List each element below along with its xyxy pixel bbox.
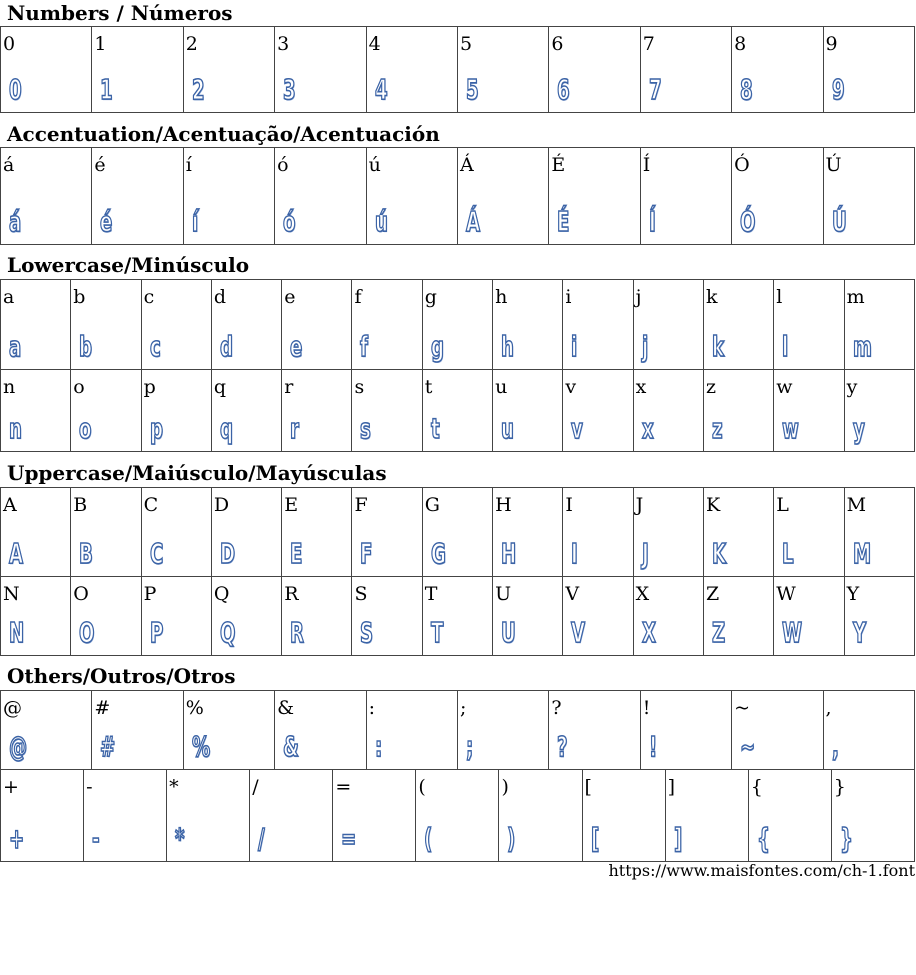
glyph-sample: x xyxy=(641,412,654,445)
glyph-sample: 2 xyxy=(191,73,205,106)
numbers-table xyxy=(0,26,915,113)
character-label: D xyxy=(213,494,230,516)
glyph-sample: Á xyxy=(465,205,480,238)
glyph-sample: í xyxy=(191,205,199,238)
glyph-cell xyxy=(211,370,281,452)
glyph-cell xyxy=(422,370,492,452)
glyph-sample: 0 xyxy=(9,73,22,106)
glyph-cell xyxy=(416,770,499,862)
glyph-cell xyxy=(823,27,914,113)
glyph-cell xyxy=(732,148,823,245)
character-label: a xyxy=(3,286,15,308)
character-label: & xyxy=(277,697,295,719)
character-label: ! xyxy=(642,697,651,719)
glyph-sample: : xyxy=(374,730,382,763)
glyph-cell xyxy=(844,280,914,370)
character-label: * xyxy=(169,776,179,798)
character-label: + xyxy=(3,776,19,798)
glyph-cell xyxy=(141,577,211,656)
glyph-cell xyxy=(732,691,823,770)
glyph-sample: j xyxy=(641,330,648,363)
character-label: 1 xyxy=(94,33,107,55)
character-label: ? xyxy=(551,697,562,719)
glyph-cell xyxy=(582,770,665,862)
glyph-cell xyxy=(493,488,563,577)
glyph-cell xyxy=(366,148,457,245)
glyph-sample: - xyxy=(92,822,100,855)
character-label: ~ xyxy=(734,697,751,719)
glyph-sample: * xyxy=(175,822,185,855)
character-label: H xyxy=(495,494,512,516)
glyph-cell xyxy=(563,577,633,656)
uppercase-table xyxy=(0,487,915,656)
glyph-sample: J xyxy=(641,537,649,570)
character-label: J xyxy=(635,494,644,516)
glyph-cell xyxy=(92,148,183,245)
glyph-sample: c xyxy=(149,330,161,363)
character-label: T xyxy=(424,583,438,605)
glyph-cell xyxy=(549,148,640,245)
character-label: = xyxy=(335,776,352,798)
character-label: A xyxy=(3,494,17,516)
section-title-others: Others/Outros/Otros xyxy=(7,664,236,688)
glyph-sample: z xyxy=(711,412,723,445)
character-label: l xyxy=(776,286,783,308)
glyph-cell xyxy=(457,691,548,770)
glyph-sample: Í xyxy=(648,205,656,238)
glyph-cell xyxy=(563,280,633,370)
character-label: É xyxy=(551,154,566,176)
character-label: @ xyxy=(3,697,22,719)
glyph-cell xyxy=(1,770,84,862)
glyph-cell xyxy=(748,770,831,862)
glyph-sample: 7 xyxy=(648,73,662,106)
character-label: b xyxy=(73,286,86,308)
glyph-sample: Y xyxy=(852,616,866,649)
glyph-sample: & xyxy=(283,730,300,763)
glyph-sample: W xyxy=(782,616,803,649)
others-table-2 xyxy=(0,769,915,862)
glyph-sample: ( xyxy=(424,822,433,855)
glyph-sample: Ó xyxy=(740,205,756,238)
character-label: n xyxy=(3,376,16,398)
character-label: Ó xyxy=(734,154,750,176)
character-label: o xyxy=(73,376,85,398)
character-label: q xyxy=(213,376,227,398)
glyph-sample: A xyxy=(9,537,24,570)
glyph-cell xyxy=(282,370,352,452)
glyph-cell xyxy=(703,370,773,452)
character-label: í xyxy=(185,154,192,176)
glyph-cell xyxy=(831,770,914,862)
lowercase-table xyxy=(0,279,915,452)
glyph-sample: E xyxy=(290,537,303,570)
glyph-cell xyxy=(549,27,640,113)
character-label: U xyxy=(495,583,512,605)
glyph-sample: { xyxy=(756,822,770,855)
glyph-sample: S xyxy=(360,616,374,649)
character-label: Q xyxy=(213,583,230,605)
glyph-cell xyxy=(282,280,352,370)
glyph-cell xyxy=(71,577,141,656)
glyph-sample: ) xyxy=(507,822,516,855)
glyph-cell xyxy=(366,691,457,770)
glyph-cell xyxy=(703,577,773,656)
glyph-sample: l xyxy=(782,330,789,363)
glyph-cell xyxy=(211,280,281,370)
glyph-cell xyxy=(211,577,281,656)
glyph-cell xyxy=(844,488,914,577)
character-label: ó xyxy=(277,154,289,176)
glyph-cell xyxy=(275,148,366,245)
glyph-sample: p xyxy=(149,412,163,445)
glyph-cell xyxy=(823,148,914,245)
glyph-sample: v xyxy=(571,412,584,445)
glyph-cell xyxy=(183,27,274,113)
glyph-sample: t xyxy=(430,412,440,445)
glyph-sample: e xyxy=(290,330,303,363)
glyph-cell xyxy=(774,280,844,370)
glyph-sample: O xyxy=(79,616,95,649)
character-label: h xyxy=(495,286,508,308)
glyph-sample: a xyxy=(9,330,22,363)
glyph-sample: s xyxy=(360,412,372,445)
glyph-cell xyxy=(633,488,703,577)
glyph-cell xyxy=(633,577,703,656)
character-label: F xyxy=(354,494,368,516)
glyph-sample: B xyxy=(79,537,94,570)
character-label: S xyxy=(354,583,368,605)
glyph-cell xyxy=(282,488,352,577)
character-label: ) xyxy=(501,776,509,798)
glyph-cell xyxy=(1,488,71,577)
character-label: V xyxy=(565,583,580,605)
character-label: g xyxy=(424,286,437,308)
character-label: % xyxy=(185,697,204,719)
glyph-sample: K xyxy=(711,537,727,570)
glyph-cell xyxy=(703,488,773,577)
character-label: c xyxy=(143,286,155,308)
glyph-sample: r xyxy=(290,412,300,445)
glyph-cell xyxy=(457,148,548,245)
character-label: m xyxy=(846,286,865,308)
glyph-cell xyxy=(71,280,141,370)
glyph-sample: y xyxy=(852,412,865,445)
glyph-sample: 1 xyxy=(100,73,114,106)
glyph-cell xyxy=(703,280,773,370)
glyph-cell xyxy=(250,770,333,862)
glyph-cell xyxy=(549,691,640,770)
glyph-sample: @ xyxy=(9,730,28,763)
glyph-sample: d xyxy=(219,330,233,363)
character-label: s xyxy=(354,376,365,398)
character-label: u xyxy=(495,376,508,398)
glyph-sample: 5 xyxy=(465,73,479,106)
glyph-cell xyxy=(1,27,92,113)
character-label: 7 xyxy=(642,33,655,55)
glyph-sample: ! xyxy=(648,730,658,763)
glyph-sample: 6 xyxy=(557,73,570,106)
glyph-sample: H xyxy=(501,537,517,570)
glyph-sample: C xyxy=(149,537,163,570)
glyph-cell xyxy=(141,488,211,577)
glyph-sample: Q xyxy=(219,616,236,649)
glyph-sample: + xyxy=(9,822,25,855)
glyph-cell xyxy=(774,488,844,577)
character-label: t xyxy=(424,376,433,398)
character-label: [ xyxy=(584,776,592,798)
glyph-sample: / xyxy=(258,822,265,855)
glyph-cell xyxy=(1,691,92,770)
character-label: 9 xyxy=(825,33,838,55)
source-url: https://www.maisfontes.com/ch-1.font xyxy=(608,861,915,880)
glyph-cell xyxy=(141,280,211,370)
character-label: k xyxy=(705,286,718,308)
character-label: 0 xyxy=(3,33,16,55)
glyph-cell xyxy=(183,148,274,245)
glyph-cell xyxy=(352,577,422,656)
section-title-lowercase: Lowercase/Minúsculo xyxy=(7,253,250,277)
glyph-sample: h xyxy=(501,330,514,363)
glyph-cell xyxy=(493,577,563,656)
glyph-sample: I xyxy=(571,537,579,570)
section-title-accents: Accentuation/Acentuação/Acentuación xyxy=(7,122,440,146)
glyph-sample: U xyxy=(501,616,516,649)
glyph-sample: , xyxy=(831,730,839,763)
glyph-sample: m xyxy=(852,330,872,363)
character-label: : xyxy=(368,697,375,719)
glyph-sample: P xyxy=(149,616,163,649)
glyph-sample: ó xyxy=(283,205,296,238)
glyph-cell xyxy=(563,488,633,577)
glyph-sample: G xyxy=(430,537,446,570)
glyph-cell xyxy=(167,770,250,862)
glyph-sample: R xyxy=(290,616,305,649)
glyph-cell xyxy=(499,770,582,862)
character-label: / xyxy=(252,776,259,798)
glyph-cell xyxy=(844,577,914,656)
character-label: v xyxy=(565,376,577,398)
glyph-sample: i xyxy=(571,330,578,363)
glyph-sample: } xyxy=(839,822,853,855)
glyph-cell xyxy=(275,27,366,113)
character-label: Á xyxy=(459,154,474,176)
glyph-cell xyxy=(633,370,703,452)
glyph-cell xyxy=(333,770,416,862)
glyph-cell xyxy=(84,770,167,862)
character-label: 6 xyxy=(551,33,564,55)
character-label: ú xyxy=(368,154,381,176)
character-label: ] xyxy=(667,776,676,798)
glyph-sample: 8 xyxy=(740,73,753,106)
character-label: w xyxy=(776,376,793,398)
character-label: R xyxy=(284,583,299,605)
glyph-sample: ; xyxy=(465,730,474,763)
glyph-sample: f xyxy=(360,330,369,363)
character-label: r xyxy=(284,376,294,398)
glyph-cell xyxy=(665,770,748,862)
glyph-cell xyxy=(92,691,183,770)
glyph-sample: T xyxy=(430,616,444,649)
character-label: Ú xyxy=(825,154,842,176)
glyph-sample: g xyxy=(430,330,444,363)
glyph-cell xyxy=(457,27,548,113)
character-label: y xyxy=(846,376,858,398)
glyph-sample: 4 xyxy=(374,73,388,106)
character-label: Í xyxy=(642,154,651,176)
glyph-cell xyxy=(640,148,731,245)
character-label: i xyxy=(565,286,572,308)
glyph-sample: X xyxy=(641,616,656,649)
glyph-cell xyxy=(71,488,141,577)
glyph-cell xyxy=(493,370,563,452)
accents-table xyxy=(0,147,915,245)
glyph-cell xyxy=(422,488,492,577)
character-label: X xyxy=(635,583,650,605)
character-label: K xyxy=(705,494,721,516)
character-label: O xyxy=(73,583,89,605)
character-label: ; xyxy=(459,697,467,719)
section-title-numbers: Numbers / Números xyxy=(7,1,233,25)
glyph-cell xyxy=(1,577,71,656)
glyph-cell xyxy=(422,577,492,656)
character-label: d xyxy=(213,286,227,308)
glyph-sample: = xyxy=(341,822,357,855)
character-label: # xyxy=(94,697,111,719)
character-label: W xyxy=(776,583,796,605)
character-label: z xyxy=(705,376,716,398)
glyph-cell xyxy=(493,280,563,370)
glyph-sample: Z xyxy=(711,616,726,649)
character-label: ( xyxy=(418,776,426,798)
character-label: } xyxy=(833,776,846,798)
character-label: L xyxy=(776,494,789,516)
glyph-cell xyxy=(211,488,281,577)
character-label: - xyxy=(86,776,93,798)
glyph-sample: n xyxy=(9,412,22,445)
glyph-sample: Ú xyxy=(831,205,847,238)
glyph-cell xyxy=(823,691,914,770)
glyph-cell xyxy=(774,577,844,656)
glyph-cell xyxy=(275,691,366,770)
glyph-sample: é xyxy=(100,205,113,238)
character-label: Z xyxy=(705,583,720,605)
glyph-cell xyxy=(774,370,844,452)
character-label: E xyxy=(284,494,299,516)
glyph-sample: á xyxy=(9,205,22,238)
glyph-sample: 3 xyxy=(283,73,296,106)
glyph-sample: É xyxy=(557,205,570,238)
character-label: N xyxy=(3,583,20,605)
character-label: x xyxy=(635,376,647,398)
glyph-cell xyxy=(183,691,274,770)
glyph-sample: # xyxy=(100,730,116,763)
character-label: p xyxy=(143,376,156,398)
glyph-sample: o xyxy=(79,412,92,445)
glyph-cell xyxy=(366,27,457,113)
character-label: I xyxy=(565,494,573,516)
glyph-cell xyxy=(633,280,703,370)
character-label: G xyxy=(424,494,440,516)
glyph-cell xyxy=(844,370,914,452)
section-title-uppercase: Uppercase/Maiúsculo/Mayúsculas xyxy=(7,461,387,485)
character-label: C xyxy=(143,494,159,516)
glyph-sample: 9 xyxy=(831,73,845,106)
character-label: B xyxy=(73,494,88,516)
character-label: P xyxy=(143,583,157,605)
glyph-sample: k xyxy=(711,330,725,363)
glyph-cell xyxy=(352,280,422,370)
glyph-cell xyxy=(640,691,731,770)
glyph-sample: L xyxy=(782,537,794,570)
glyph-sample: b xyxy=(79,330,93,363)
glyph-cell xyxy=(422,280,492,370)
glyph-sample: D xyxy=(219,537,235,570)
glyph-cell xyxy=(1,280,71,370)
character-label: f xyxy=(354,286,362,308)
character-label: 4 xyxy=(368,33,381,55)
glyph-sample: N xyxy=(9,616,25,649)
glyph-cell xyxy=(92,27,183,113)
glyph-cell xyxy=(352,370,422,452)
glyph-sample: q xyxy=(219,412,233,445)
glyph-cell xyxy=(563,370,633,452)
glyph-cell xyxy=(282,577,352,656)
character-label: 5 xyxy=(459,33,473,55)
character-label: á xyxy=(3,154,15,176)
character-label: 2 xyxy=(185,33,198,55)
character-label: é xyxy=(94,154,106,176)
glyph-cell xyxy=(141,370,211,452)
glyph-cell xyxy=(71,370,141,452)
glyph-sample: [ xyxy=(590,822,599,855)
character-label: 8 xyxy=(734,33,747,55)
character-label: Y xyxy=(846,583,860,605)
character-label: e xyxy=(284,286,296,308)
glyph-cell xyxy=(1,148,92,245)
glyph-sample: ~ xyxy=(740,730,756,763)
glyph-sample: V xyxy=(571,616,586,649)
character-label: M xyxy=(846,494,867,516)
glyph-sample: w xyxy=(782,412,800,445)
character-label: j xyxy=(635,286,642,308)
glyph-sample: ú xyxy=(374,205,388,238)
glyph-sample: % xyxy=(191,730,210,763)
character-label: { xyxy=(750,776,763,798)
glyph-cell xyxy=(1,370,71,452)
glyph-sample: M xyxy=(852,537,871,570)
character-label: 3 xyxy=(277,33,290,55)
glyph-sample: u xyxy=(501,412,514,445)
glyph-sample: ? xyxy=(557,730,568,763)
others-table-1 xyxy=(0,690,915,770)
character-label: , xyxy=(825,697,832,719)
glyph-cell xyxy=(732,27,823,113)
glyph-sample: F xyxy=(360,537,373,570)
glyph-cell xyxy=(352,488,422,577)
glyph-sample: ] xyxy=(673,822,682,855)
glyph-cell xyxy=(640,27,731,113)
